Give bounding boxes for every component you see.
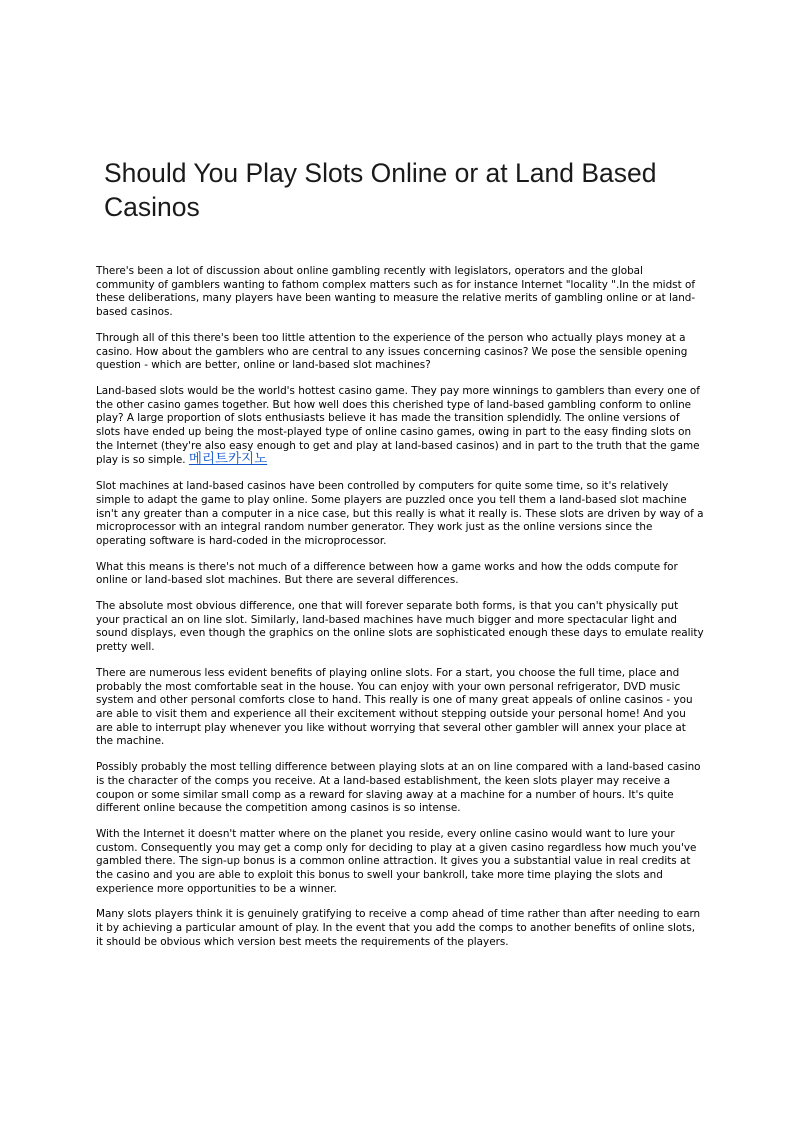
paragraph-2: Through all of this there's been too little attention to the experience of the person who actually plays money at a casino. How about the gamblers who are central to any issues concerning casinos? We pose the sensible opening question - which are better, online or land-based slot machines? (96, 331, 688, 372)
paragraph-9: With the Internet it doesn't matter where on the planet you reside, every online casino would want to lure your custom. Consequently you may get a comp only for deciding to play at a given casino regardless how much you've gambled there. The sign-up bonus is a common online attraction. It gives you a substantial value in real credits at the casino and you are able to exploit this bonus to swell your bankroll, take more time playing the slots and experience more opportunities to be a winner. (96, 827, 697, 895)
article-body (96, 265, 704, 962)
paragraph-3 (96, 385, 704, 468)
paragraph-5: What this means is there's not much of a difference between how a game works and how the odds compute for online or land-based slot machines. But there are several differences. (96, 560, 678, 587)
article-title: Should You Play Slots Online or at Land Based Casinos (104, 158, 657, 222)
paragraph-7: There are numerous less evident benefits of playing online slots. For a start, you choose the full time, place and probably the most comfortable seat in the house. You can enjoy with your own personal refrigerator, DVD music system and other personal comforts close to hand. This really is one of many great appeals of online casinos - you are able to visit them and experience all their excitement without stepping outside your personal home! And you are able to interrupt play whenever you like without worrying that several other gambler will annex your place at the machine. (96, 666, 693, 748)
paragraph-1: There's been a lot of discussion about online gambling recently with legislators, operators and the global community of gamblers wanting to fathom complex matters such as for instance Internet "locality ".In the midst of these deliberations, many players have been wanting to measure the relative merits of gambling online or at land-based casinos. (96, 265, 696, 319)
paragraph-4: Slot machines at land-based casinos have been controlled by computers for quite some time, so it's relatively simple to adapt the game to play online. Some players are puzzled once you tell them a land-based slot machine isn't any greater than a computer in a nice case, but this really is what it really is. These slots are driven by way of a microprocessor with an integral random number generator. They work just as the online versions since the operating software is hard-coded in the microprocessor. (96, 480, 704, 547)
paragraph-8: Possibly probably the most telling difference between playing slots at an on line compared with a land-based casino is the character of the comps you receive. At a land-based establishment, the keen slots player may receive a coupon or some similar small comp as a reward for slaving away at a machine for a number of hours. It's quite different online because the competition among casinos is so intense. (96, 761, 701, 815)
paragraph-10: Many slots players think it is genuinely gratifying to receive a comp ahead of time rather than after needing to earn it by achieving a particular amount of play. In the event that you add the comps to another benefits of online slots, it should be obvious which version best meets the requirements of the players. (96, 908, 701, 948)
keyword-link[interactable]: 메리트카지노 (188, 451, 268, 468)
paragraph-6: The absolute most obvious difference, one that will forever separate both forms, is that you can't physically put your practical an on line slot. Similarly, land-based machines have much bigger and more spectacular light and sound displays, even though the graphics on the online slots are sophisticated enough these days to emulate reality pretty well. (96, 600, 704, 654)
paragraph-3-text: Land-based slots would be the world's hottest casino game. They pay more winnings to gamblers than every one of the other casino games together. But how well does this cherished type of land-based gambling conform to online play? A large proportion of slots enthusiasts believe it has made the transition splendidly. The online versions of slots have ended up being the most-played type of online casino games, owing in part to the easy finding slots on the Internet (they're also easy enough to get and play at land-based casinos) and in part to the truth that the game play is so simple. (96, 384, 700, 467)
